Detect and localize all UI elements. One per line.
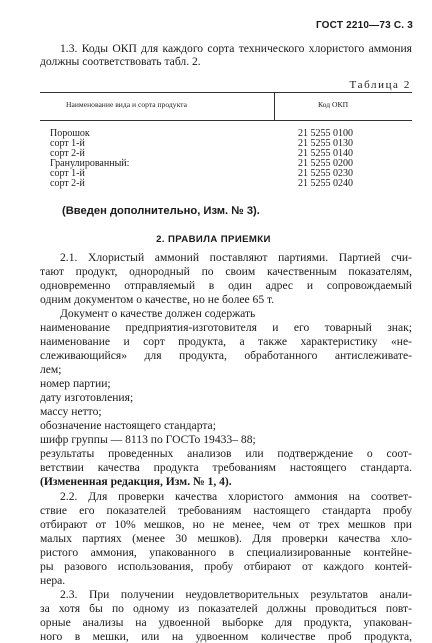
page-header: ГОСТ 2210—73 С. 3 <box>315 20 413 31</box>
text-line: (Измененная редакция, Изм. № 1, 4). <box>40 475 232 488</box>
text-line: обозначение настоящего стандарта; <box>40 419 216 432</box>
table-row-name: сорт 1-й <box>50 138 85 149</box>
table-row-code: 21 5255 0230 <box>298 168 353 179</box>
table-row-name: сорт 2-й <box>50 148 85 159</box>
clause-1-3 <box>40 42 412 68</box>
table-row-name: сорт 1-й <box>50 168 85 179</box>
table-row-name: Порошок <box>50 128 90 139</box>
table-row-name: Гранулированный: <box>50 158 130 169</box>
clause-1-3-text: 1.3. Коды ОКП для каждого сорта технического хлористого аммония должны соответствовать табл. 2. <box>40 42 412 69</box>
text-line: 2.1. Хлористый аммоний поставляют партиями. Партией счи- <box>60 251 412 264</box>
text-line: нера. <box>40 574 66 587</box>
amendment-note: (Введен дополнительно, Изм. № 3). <box>62 205 260 217</box>
text-line: 2.2. Для проверки качества хлористого аммония на соответ- <box>60 490 412 503</box>
table-row-code: 21 5255 0200 <box>298 158 353 169</box>
table-row-code: 21 5255 0100 <box>298 128 353 139</box>
table-header-code: Код ОКП <box>318 100 349 109</box>
text-line: малых партиях (менее 30 мешков). Для проверки качества хло- <box>40 532 412 545</box>
text-line: дату изготовления; <box>40 391 134 404</box>
table-row-code: 21 5255 0130 <box>298 138 353 149</box>
text-line: ры разового использования, пробу отбирают от каждого контей- <box>40 560 412 573</box>
text-line: за хотя бы по одному из показателей должны проводиться повт- <box>40 602 412 615</box>
table-header-name: Наименование вида и сорта продукта <box>66 100 187 109</box>
table-row-name: сорт 2-й <box>50 178 85 189</box>
text-line: наименование и сорт продукта, а также характеристику «не- <box>40 335 412 348</box>
text-line: орные анализы на удвоенной выборке для продукта, упакован- <box>40 616 412 629</box>
table-row-code: 21 5255 0240 <box>298 178 353 189</box>
table-column-rule <box>274 92 275 120</box>
text-line: ристого аммония, упакованного в специализированные контейне- <box>40 546 412 559</box>
table-row-code: 21 5255 0140 <box>298 148 353 159</box>
text-line: одновременно отправляемый в один адрес и сопровождаемый <box>40 279 412 292</box>
text-line: наименование предприятия-изготовителя и его товарный знак; <box>40 321 412 334</box>
text-line: тают продукт, однородный по своим качественным показателям, <box>40 265 412 278</box>
text-line: одним документом о качестве, но не более 65 т. <box>40 293 275 306</box>
text-line: слеживающийся» для продукта, обработанного антислеживате- <box>40 349 412 362</box>
text-line: номер партии; <box>40 377 111 390</box>
text-line: ного в мешки, или на удвоенном количестве проб продукта, <box>40 630 412 643</box>
table-top-rule <box>40 92 412 93</box>
text-line: отбирают от 10% мешков, но не менее, чем от трех мешков при <box>40 518 412 531</box>
text-line: результаты проведенных анализов или подтверждение о соот- <box>40 447 412 460</box>
text-line: ствие его показателей требованиям настоящего стандарта пробу <box>40 504 412 517</box>
table-caption: Таблица 2 <box>349 79 411 91</box>
text-line: лем; <box>40 363 62 376</box>
table-header-rule <box>40 120 412 121</box>
text-line: 2.3. При получении неудовлетворительных результатов анали- <box>60 588 412 601</box>
text-line: массу нетто; <box>40 405 102 418</box>
text-line: шифр группы — 8113 по ГОСТо 19433– 88; <box>40 433 256 446</box>
section-title: 2. ПРАВИЛА ПРИЕМКИ <box>156 234 271 245</box>
text-line: ветствии качества продукта требованиям настоящего стандарта. <box>40 461 412 474</box>
text-line: Документ о качестве должен содержать <box>60 307 256 320</box>
